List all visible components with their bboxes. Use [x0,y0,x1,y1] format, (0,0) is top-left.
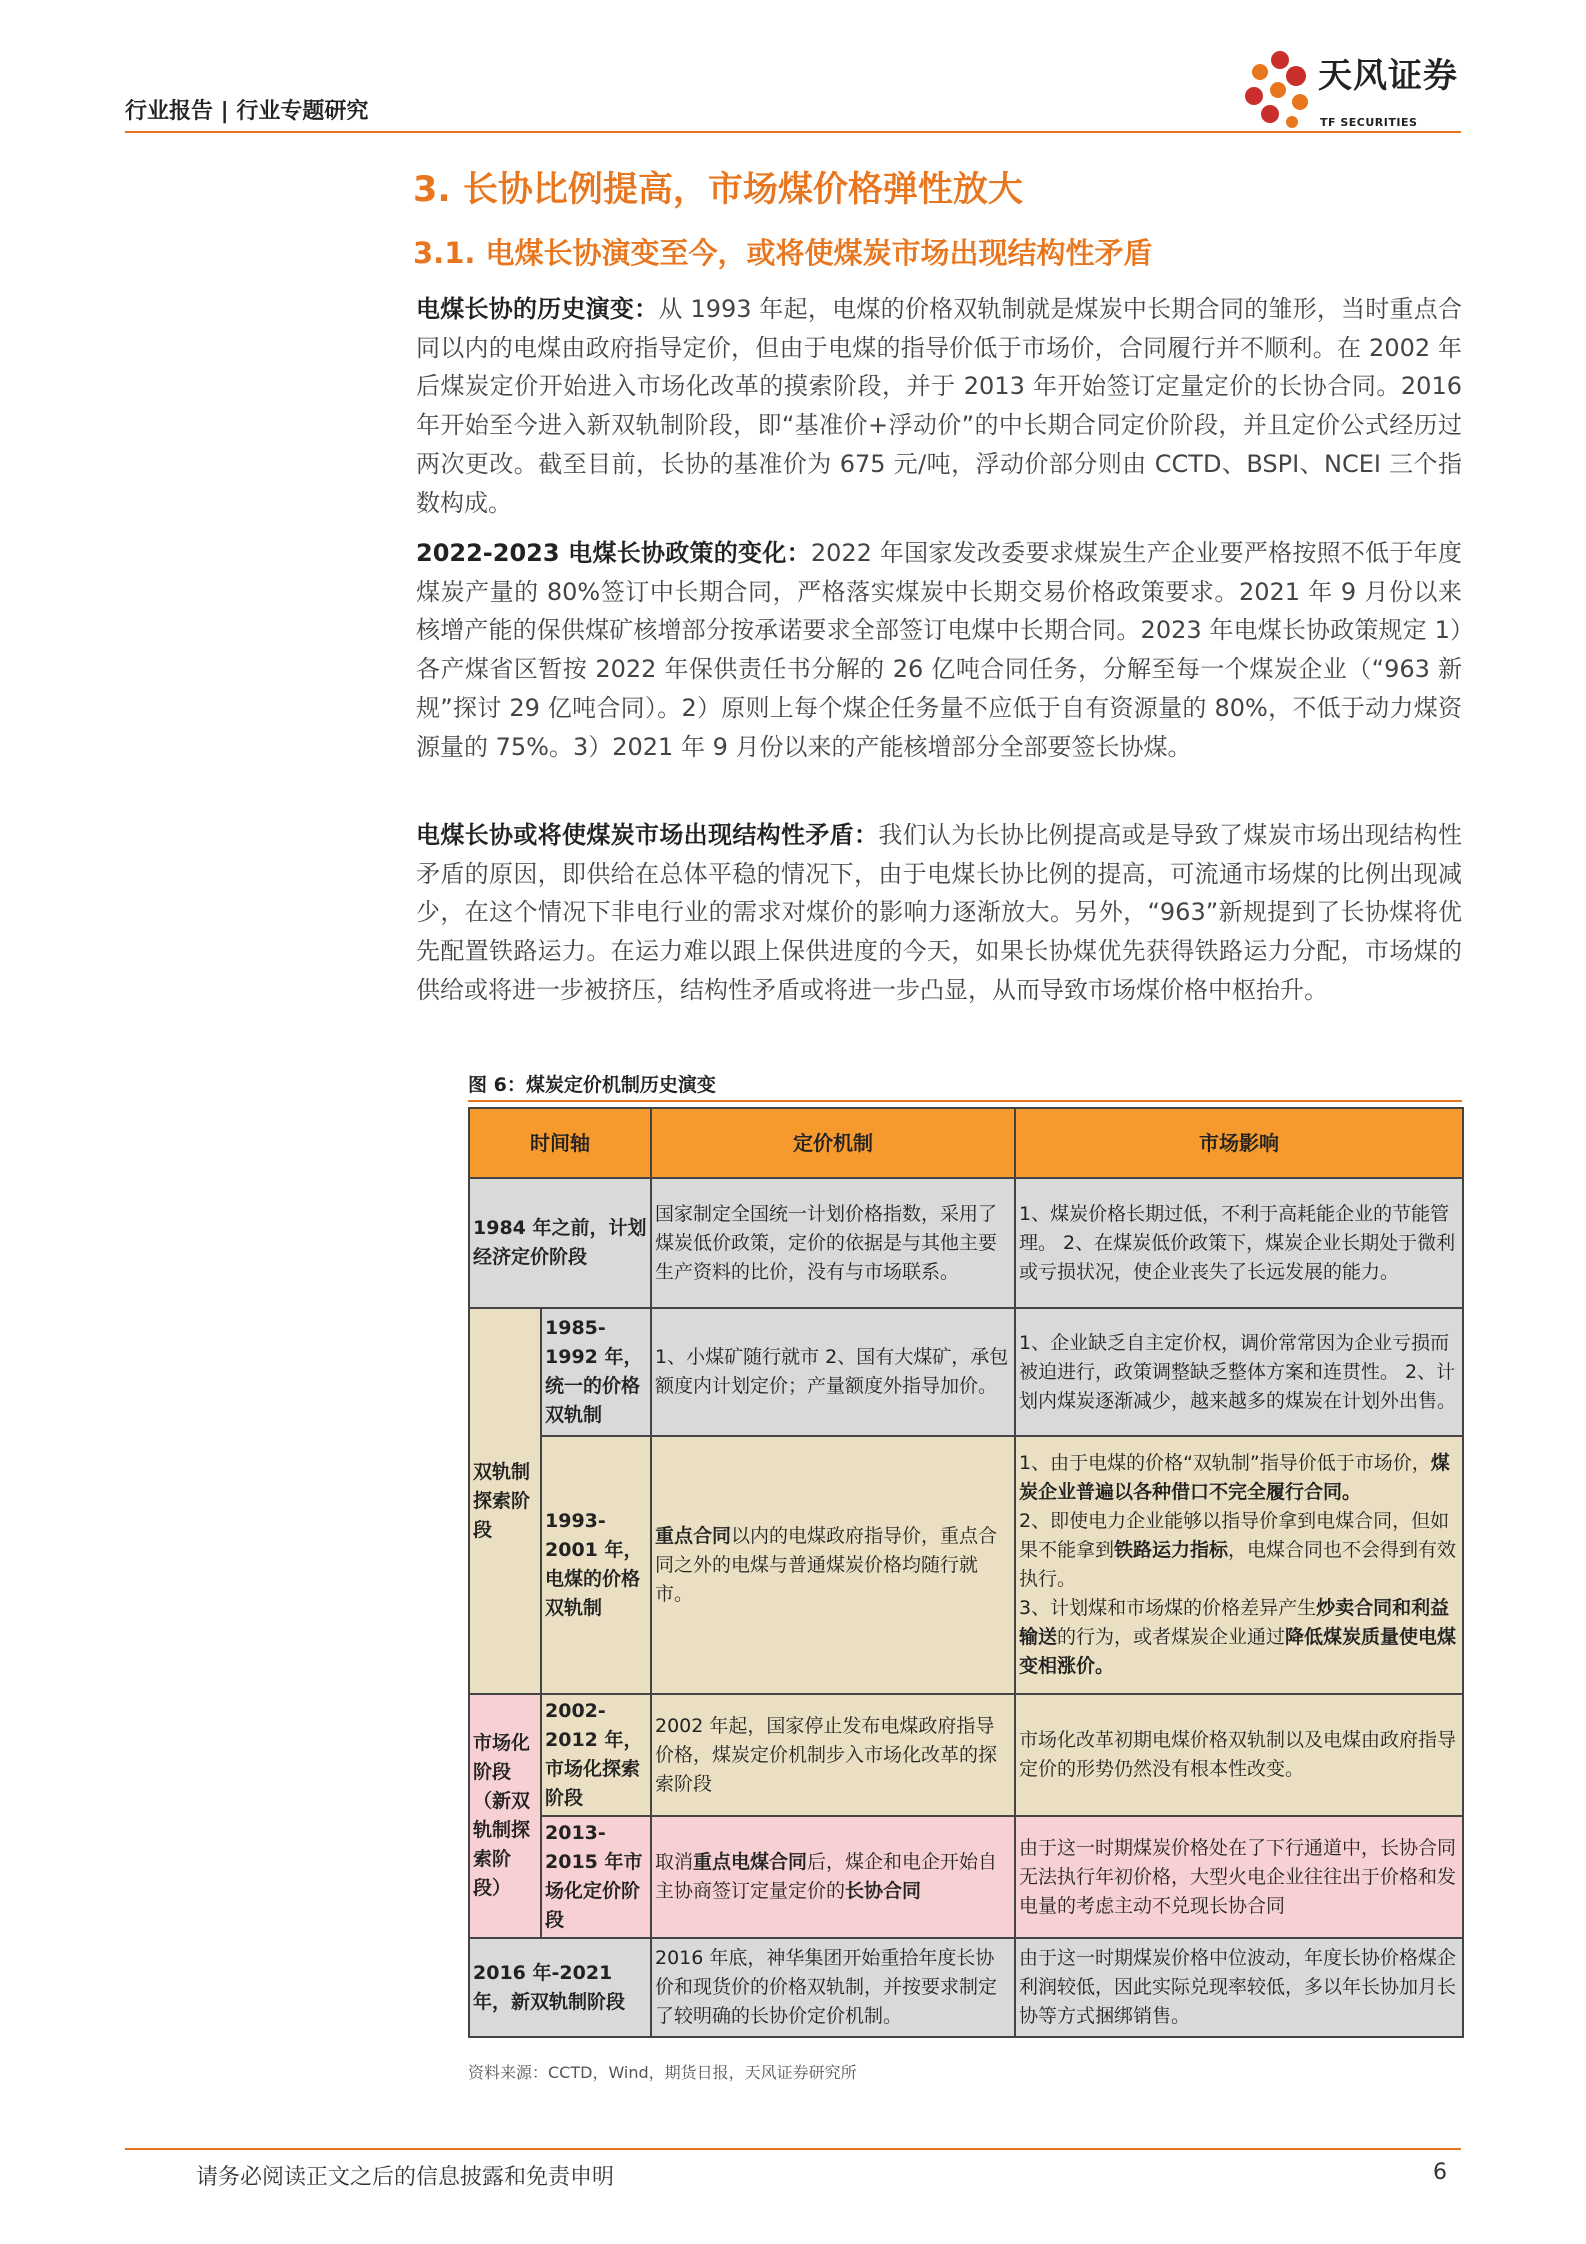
impact-cell: 市场化改革初期电煤价格双轨制以及电煤由政府指导定价的形势仍然没有根本性改变。 [1015,1694,1463,1816]
column-header: 市场影响 [1015,1108,1463,1178]
mechanism-bold: 长协合同 [845,1880,922,1902]
impact-cell: 由于这一时期煤炭价格处在了下行通道中，长协合同无法执行年初价格，大型火电企业往往出于价格和发电量的考虑主动不兑现长协合同 [1015,1816,1463,1938]
impact-text: 2、即使电力企业能够以指导价拿到电煤合同，但如果不能拿到 [1019,1510,1450,1561]
paragraph-structural-conflict [416,816,1462,1010]
table-row [469,1308,1463,1436]
mechanism-text: 后，煤企和电企开始自主协商签订定量定价的 [655,1851,998,1902]
period-cell: 1993-2001 年，电煤的价格双轨制 [541,1436,651,1694]
logo-name-cn: 天风证券 [1318,56,1458,96]
mechanism-cell: 1、小煤矿随行就市 2、国有大煤矿，承包额度内计划定价；产量额度外指导加价。 [651,1308,1015,1436]
period-cell: 2013-2015 年市场化定价阶段 [541,1816,651,1938]
column-header: 定价机制 [651,1108,1015,1178]
table-row [469,1436,1463,1694]
company-logo [1238,46,1468,134]
period-cell: 1985-1992 年，统一的价格双轨制 [541,1308,651,1436]
figure-title: 图 6：煤炭定价机制历史演变 [468,1074,716,1096]
table-row [469,1816,1463,1938]
impact-text: 的行为，或者煤炭企业通过 [1057,1626,1286,1648]
figure-title-divider [468,1100,1462,1102]
paragraph-text: 我们认为长协比例提高或是导致了煤炭市场出现结构性矛盾的原因，即供给在总体平稳的情况下，由于电煤长协比例的提高，可流通市场煤的比例出现减少，在这个情况下非电行业的需求对煤价的影响力逐渐放大。另外，“963”新规提到了长协煤将优先配置铁路运力。在运力难以跟上保供进度的今天，如果长协煤优先获得铁路运力分配，市场煤的供给或将进一步被挤压，结构性矛盾或将进一步凸显，从而导致市场煤价格中枢抬升。 [416,821,1463,1004]
mechanism-cell [651,1816,1015,1938]
impact-bold: 降低煤炭质量使电煤变相涨价。 [1019,1626,1457,1677]
impact-bold: 炒卖合同和利益输送 [1019,1597,1450,1648]
impact-text: 3、计划煤和市场煤的价格差异产生 [1019,1597,1317,1619]
paragraph-history [416,290,1462,522]
impact-cell [1015,1436,1463,1694]
period-cell: 2002-2012 年，市场化探索阶段 [541,1694,651,1816]
table-row [469,1694,1463,1816]
logo-name-en: TF SECURITIES [1320,116,1418,129]
paragraph-lead: 2022-2023 电煤长协政策的变化： [416,539,811,567]
section-heading: 3. 长协比例提高，市场煤价格弹性放大 [413,170,1023,210]
mechanism-cell [651,1436,1015,1694]
column-header: 时间轴 [469,1108,651,1178]
footer-disclaimer: 请务必阅读正文之后的信息披露和免责申明 [196,2165,615,2190]
impact-bold: 铁路运力指标 [1114,1539,1229,1561]
impact-cell: 1、企业缺乏自主定价权，调价常常因为企业亏损而被迫进行，政策调整缺乏整体方案和连贯性。 2、计划内煤炭逐渐减少，越来越多的煤炭在计划外出售。 [1015,1308,1463,1436]
subsection-heading: 3.1. 电煤长协演变至今，或将使煤炭市场出现结构性矛盾 [413,236,1153,270]
figure-source: 资料来源：CCTD，Wind，期货日报，天风证券研究所 [468,2063,857,2082]
report-type-label: 行业报告 | 行业专题研究 [125,99,369,124]
footer-divider [125,2148,1461,2150]
group-cell: 市场化阶段（新双轨制探索阶段） [469,1694,541,1938]
mechanism-bold: 重点电煤合同 [693,1851,808,1873]
header-divider [125,131,1461,133]
page-number: 6 [1433,2160,1447,2185]
pricing-history-table [468,1107,1464,2038]
impact-text: ，电煤合同也不会得到有效执行。 [1019,1539,1457,1590]
paragraph-text: 从 1993 年起，电煤的价格双轨制就是煤炭中长期合同的雏形，当时重点合同以内的电煤由政府指导定价，但由于电煤的指导价低于市场价，合同履行并不顺利。在 2002 年后煤炭定价开始进入市场化改革的摸索阶段，并于 2013 年开始签订定量定价的长协合同。2016 年开始至今进入新双轨制阶段，即“基准价+浮动价”的中长期合同定价阶段，并且定价公式经历过两次更改。截至目前，长协的基准价为 675 元/吨，浮动价部分则由 CCTD、BSPI、NCEI 三个指数构成。 [416,295,1462,517]
mechanism-text: 取消 [655,1851,694,1873]
paragraph-lead: 电煤长协的历史演变： [416,295,659,323]
impact-text: 1、由于电煤的价格“双轨制”指导价低于市场价， [1019,1452,1431,1474]
table-header-row [469,1108,1463,1178]
group-cell: 双轨制探索阶段 [469,1308,541,1694]
mechanism-cell: 2002 年起，国家停止发布电煤政府指导价格，煤炭定价机制步入市场化改革的探索阶段 [651,1694,1015,1816]
period-cell: 1984 年之前，计划经济定价阶段 [469,1178,651,1308]
flower-logo-icon [1238,46,1318,134]
impact-cell: 由于这一时期煤炭价格中位波动，年度长协价格煤企利润较低，因此实际兑现率较低，多以年长协加月长协等方式捆绑销售。 [1015,1938,1463,2037]
impact-cell: 1、煤炭价格长期过低，不利于高耗能企业的节能管理。 2、在煤炭低价政策下，煤炭企业长期处于微利或亏损状况，使企业丧失了长远发展的能力。 [1015,1178,1463,1308]
paragraph-policy-change [416,534,1462,766]
impact-bold: 煤炭企业普遍以各种借口不完全履行合同。 [1019,1452,1450,1503]
mechanism-cell: 2016 年底，神华集团开始重拾年度长协价和现货价的价格双轨制，并按要求制定了较明确的长协价定价机制。 [651,1938,1015,2037]
mechanism-cell: 国家制定全国统一计划价格指数，采用了煤炭低价政策，定价的依据是与其他主要生产资料的比价，没有与市场联系。 [651,1178,1015,1308]
paragraph-lead: 电煤长协或将使煤炭市场出现结构性矛盾： [416,821,879,849]
table-row [469,1938,1463,2037]
mechanism-text: 以内的电煤政府指导价，重点合同之外的电煤与普通煤炭价格均随行就市。 [655,1524,998,1605]
paragraph-text: 2022 年国家发改委要求煤炭生产企业要严格按照不低于年度煤炭产量的 80%签订中长期合同，严格落实煤炭中长期交易价格政策要求。2021 年 9 月份以来核增产能的保供煤矿核增部分按承诺要求全部签订电煤中长期合同。2023 年电煤长协政策规定 1）各产煤省区暂按 2022 年保供责任书分解的 26 亿吨合同任务，分解至每一个煤炭企业（“963 新规”探讨 29 亿吨合同）。2）原则上每个煤企任务量不应低于自有资源量的 80%，不低于动力煤资源量的 75%。3）2021 年 9 月份以来的产能核增部分全部要签长协煤。 [416,539,1462,761]
period-cell: 2016 年-2021 年，新双轨制阶段 [469,1938,651,2037]
mechanism-bold: 重点合同 [655,1524,732,1547]
table-row [469,1178,1463,1308]
